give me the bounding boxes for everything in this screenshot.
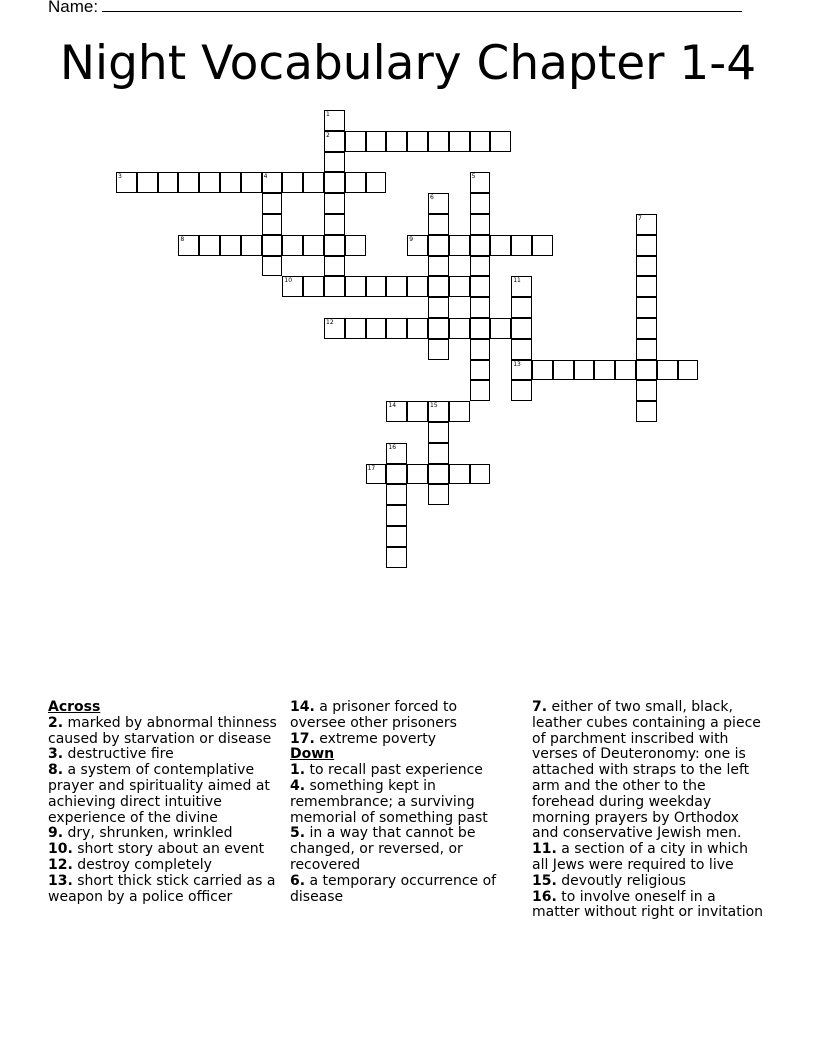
down-heading: Down	[290, 746, 335, 763]
crossword-cell[interactable]	[511, 297, 532, 318]
crossword-cell[interactable]	[386, 526, 407, 547]
page-title: Night Vocabulary Chapter 1-4	[59, 36, 757, 91]
clue-across-13: 13. short thick stick carried as a weapon by a police officer	[48, 872, 276, 905]
crossword-cell[interactable]	[386, 401, 407, 422]
clue-down-15: 15. devoutly religious	[532, 872, 686, 889]
crossword-cell[interactable]	[386, 505, 407, 526]
crossword-cell[interactable]	[407, 276, 428, 297]
cell-number: 11	[513, 277, 521, 285]
crossword-cell[interactable]	[532, 235, 553, 256]
crossword-cell[interactable]	[407, 464, 428, 485]
crossword-cell[interactable]	[511, 339, 532, 360]
crossword-cell[interactable]	[428, 276, 449, 297]
cell-number: 16	[388, 443, 397, 451]
clue-down-11: 11. a section of a city in which all Jews were required to live	[532, 841, 748, 873]
crossword-cell[interactable]	[636, 256, 657, 277]
clue-across-17: 17. extreme poverty	[290, 730, 437, 747]
crossword-cell[interactable]	[386, 131, 407, 152]
crossword-cell[interactable]	[636, 380, 657, 401]
crossword-cell[interactable]	[324, 235, 345, 256]
crossword-cell[interactable]	[470, 339, 491, 360]
crossword-cell[interactable]	[470, 297, 491, 318]
cell-number: 3	[118, 173, 122, 181]
crossword-cell[interactable]	[490, 131, 511, 152]
clue-down-6: 6. a temporary occurrence of disease	[290, 872, 497, 905]
crossword-cell[interactable]	[303, 276, 324, 297]
crossword-cell[interactable]	[324, 152, 345, 173]
clue-across-9: 9. dry, shrunken, wrinkled	[48, 825, 233, 842]
crossword-cell[interactable]	[303, 172, 324, 193]
crossword-cell[interactable]	[470, 193, 491, 214]
cell-number: 6	[430, 194, 434, 202]
crossword-cell[interactable]	[470, 214, 491, 235]
crossword-cell[interactable]	[511, 318, 532, 339]
crossword-cell[interactable]	[470, 256, 491, 277]
name-label: Name:	[48, 0, 99, 16]
crossword-cell[interactable]	[241, 172, 262, 193]
crossword-cell[interactable]	[574, 360, 595, 381]
cell-number: 15	[430, 402, 438, 410]
crossword-cell[interactable]	[470, 360, 491, 381]
crossword-cell[interactable]	[470, 318, 491, 339]
cell-number: 10	[284, 277, 293, 285]
crossword-cell[interactable]	[366, 276, 387, 297]
crossword-cell[interactable]	[386, 276, 407, 297]
crossword-cell[interactable]	[532, 360, 553, 381]
crossword-cell[interactable]	[324, 172, 345, 193]
crossword-cell[interactable]	[511, 235, 532, 256]
crossword-cell[interactable]	[262, 235, 283, 256]
crossword-cell[interactable]	[345, 131, 366, 152]
crossword-cell[interactable]	[428, 339, 449, 360]
crossword-cell[interactable]	[428, 443, 449, 464]
crossword-cell[interactable]	[386, 318, 407, 339]
cell-number: 17	[367, 464, 376, 472]
crossword-cell[interactable]	[636, 214, 657, 235]
crossword-cell[interactable]	[324, 276, 345, 297]
crossword-cell[interactable]	[220, 235, 241, 256]
cell-number: 9	[409, 235, 414, 243]
clues-column-3	[532, 700, 764, 921]
crossword-cell[interactable]	[615, 360, 636, 381]
crossword-cell[interactable]	[303, 235, 324, 256]
crossword-cell[interactable]	[241, 235, 262, 256]
crossword-cell[interactable]	[366, 131, 387, 152]
cell-number: 5	[471, 173, 476, 181]
clue-down-4: 4. something kept in remembrance; a surviving memorial of something past	[290, 777, 488, 826]
crossword-cell[interactable]	[324, 214, 345, 235]
crossword-cell[interactable]	[386, 443, 407, 464]
crossword-cell[interactable]	[657, 360, 678, 381]
clue-across-2: 2. marked by abnormal thinness caused by starvation or disease	[48, 714, 277, 747]
cell-number: 2	[326, 131, 330, 139]
cell-number: 7	[638, 215, 642, 222]
crossword-cell[interactable]	[449, 318, 470, 339]
crossword-cell[interactable]	[428, 484, 449, 505]
crossword-cell[interactable]	[116, 172, 137, 193]
crossword-cell[interactable]	[636, 360, 657, 381]
crossword-cell[interactable]	[386, 484, 407, 505]
crossword-cell[interactable]	[407, 318, 428, 339]
crossword-cell[interactable]	[636, 401, 657, 422]
crossword-cell[interactable]	[199, 172, 220, 193]
crossword-cell[interactable]	[220, 172, 241, 193]
crossword-cell[interactable]	[324, 318, 345, 339]
crossword-cell[interactable]	[262, 256, 283, 277]
crossword-cell[interactable]	[636, 318, 657, 339]
crossword-cell[interactable]	[449, 276, 470, 297]
crossword-cell[interactable]	[262, 214, 283, 235]
crossword-cell[interactable]	[449, 235, 470, 256]
crossword-cell[interactable]	[428, 256, 449, 277]
cell-number: 1	[326, 111, 330, 118]
crossword-cell[interactable]	[407, 235, 428, 256]
crossword-cell[interactable]	[366, 318, 387, 339]
crossword-cell[interactable]	[262, 193, 283, 214]
crossword-cell[interactable]	[199, 235, 220, 256]
across-heading: Across	[48, 699, 101, 715]
clue-down-16: 16. to involve oneself in a matter without right or invitation	[532, 888, 764, 921]
cell-number: 12	[326, 319, 334, 326]
crossword-cell[interactable]	[428, 464, 449, 485]
clue-across-8: 8. a system of contemplative prayer and spirituality aimed at achieving direct intuitive experience of the divine	[48, 762, 270, 826]
crossword-cell[interactable]	[428, 297, 449, 318]
crossword-cell[interactable]	[428, 235, 449, 256]
clue-across-12: 12. destroy completely	[48, 856, 212, 873]
clue-down-1: 1. to recall past experience	[290, 762, 483, 779]
clue-across-3: 3. destructive fire	[48, 746, 174, 763]
crossword-cell[interactable]	[470, 276, 491, 297]
crossword-cell[interactable]	[470, 131, 491, 152]
clue-across-10: 10. short story about an event	[48, 841, 265, 858]
clues-column-1	[48, 700, 284, 905]
crossword-cell[interactable]	[345, 318, 366, 339]
crossword-cell[interactable]	[407, 131, 428, 152]
cell-number: 14	[388, 402, 397, 410]
crossword-cell[interactable]	[366, 172, 387, 193]
crossword-cell[interactable]	[324, 256, 345, 277]
crossword-cell[interactable]	[282, 276, 303, 297]
crossword-cell[interactable]	[428, 193, 449, 214]
crossword-cell[interactable]	[178, 235, 199, 256]
crossword-cell[interactable]	[511, 380, 532, 401]
crossword-cell[interactable]	[553, 360, 574, 381]
crossword-cell[interactable]	[511, 360, 532, 381]
crossword-cell[interactable]	[345, 276, 366, 297]
crossword-cell[interactable]	[449, 464, 470, 485]
crossword-cell[interactable]	[282, 172, 303, 193]
crossword-cell[interactable]	[407, 401, 428, 422]
clue-down-5: 5. in a way that cannot be changed, or reversed, or recovered	[290, 825, 476, 873]
crossword-cell[interactable]	[490, 318, 511, 339]
crossword-cell[interactable]	[386, 547, 407, 568]
clue-down-7: 7. either of two small, black, leather cubes containing a piece of parchment inscribed with verses of Deuteronomy: one is attached with straps to the left arm and the other to the forehead during weekday morning prayers by Orthodox and conservative Jewish men.	[532, 699, 761, 842]
crossword-cell[interactable]	[594, 360, 615, 381]
crossword-cell[interactable]	[137, 172, 158, 193]
crossword-cell[interactable]	[262, 172, 283, 193]
crossword-cell[interactable]	[428, 422, 449, 443]
crossword-cell[interactable]	[470, 172, 491, 193]
crossword-cell[interactable]	[511, 276, 532, 297]
cell-number: 4	[263, 173, 268, 181]
crossword-cell[interactable]	[636, 297, 657, 318]
crossword-cell[interactable]	[428, 131, 449, 152]
crossword-cell[interactable]	[428, 214, 449, 235]
crossword-cell[interactable]	[428, 318, 449, 339]
crossword-cell[interactable]	[490, 235, 511, 256]
crossword-cell[interactable]	[470, 235, 491, 256]
crossword-cell[interactable]	[449, 401, 470, 422]
crossword-cell[interactable]	[324, 110, 345, 131]
crossword-cell[interactable]	[178, 172, 199, 193]
cell-number: 13	[513, 360, 521, 368]
crossword-cell[interactable]	[345, 172, 366, 193]
crossword-cell[interactable]	[282, 235, 303, 256]
crossword-cell[interactable]	[386, 464, 407, 485]
clue-across-14: 14. a prisoner forced to oversee other prisoners	[290, 699, 458, 731]
clues-column-2	[290, 700, 516, 905]
crossword-cell[interactable]	[470, 464, 491, 485]
crossword-cell[interactable]	[678, 360, 699, 381]
crossword-cell[interactable]	[636, 339, 657, 360]
crossword-cell[interactable]	[449, 131, 470, 152]
crossword-cell[interactable]	[324, 131, 345, 152]
crossword-cell[interactable]	[366, 464, 387, 485]
crossword-cell[interactable]	[324, 193, 345, 214]
cell-number: 8	[180, 235, 185, 243]
crossword-cell[interactable]	[158, 172, 179, 193]
crossword-cell[interactable]	[470, 380, 491, 401]
crossword-cell[interactable]	[636, 276, 657, 297]
crossword-cell[interactable]	[636, 235, 657, 256]
crossword-cell[interactable]	[428, 401, 449, 422]
crossword-cell[interactable]	[345, 235, 366, 256]
